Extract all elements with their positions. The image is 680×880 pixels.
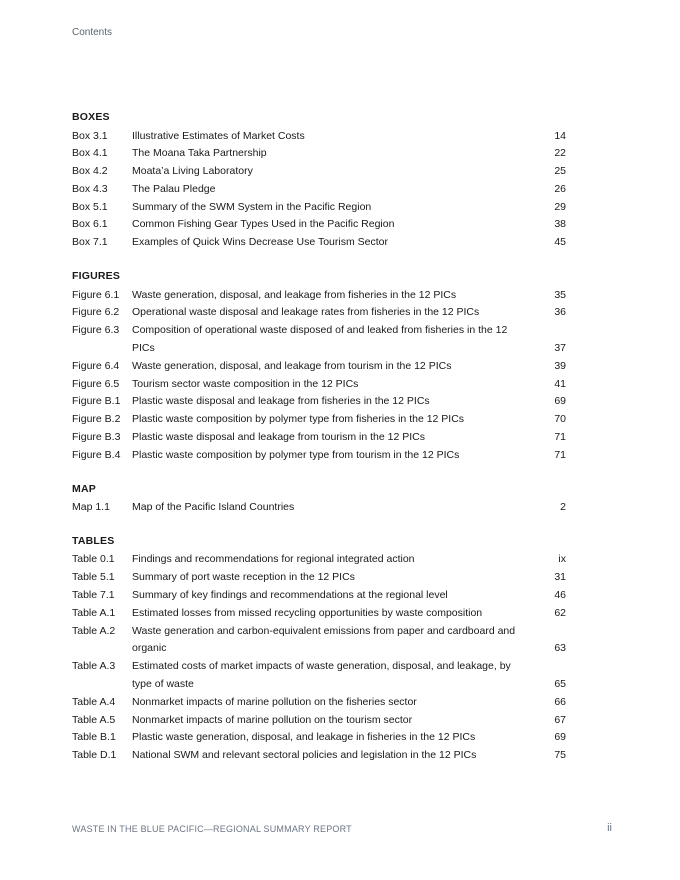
entry-title: Illustrative Estimates of Market Costs — [132, 129, 305, 142]
entry-page: 69 — [554, 395, 566, 408]
entry-number: Figure 6.1 — [72, 288, 120, 301]
entry-page: 35 — [554, 288, 566, 301]
entry-page: 45 — [554, 236, 566, 249]
entry-number: Table A.1 — [72, 606, 116, 619]
section-title: MAP — [72, 482, 96, 495]
entry-number: Figure 6.4 — [72, 359, 120, 372]
entry-number: Box 3.1 — [72, 129, 108, 142]
toc-entry[interactable] — [72, 658, 566, 694]
entry-title: Estimated costs of market impacts of waste generation, disposal, and leakage, by type of waste — [132, 660, 511, 690]
entry-page: 41 — [554, 377, 566, 390]
entry-title: Findings and recommendations for regional integrated action — [132, 553, 415, 566]
section-title: FIGURES — [72, 270, 121, 283]
entry-number: Table D.1 — [72, 749, 117, 762]
entry-title: Plastic waste generation, disposal, and leakage in fisheries in the 12 PICs — [132, 731, 476, 744]
entry-page: ix — [558, 553, 566, 566]
entry-title: Waste generation, disposal, and leakage from fisheries in the 12 PICs — [132, 288, 457, 301]
entry-page: 29 — [554, 200, 566, 213]
toc-entry[interactable] — [72, 376, 566, 394]
entry-title: Operational waste disposal and leakage rates from fisheries in the 12 PICs — [132, 306, 480, 319]
entry-title: The Palau Pledge — [132, 182, 216, 195]
toc-entry[interactable] — [72, 128, 566, 146]
entry-page: 14 — [554, 129, 566, 142]
entry-page: 36 — [554, 306, 566, 319]
entry-title: National SWM and relevant sectoral policies and legislation in the 12 PICs — [132, 749, 477, 762]
toc-entry[interactable] — [72, 551, 566, 569]
entry-title: Plastic waste disposal and leakage from tourism in the 12 PICs — [132, 430, 425, 443]
entry-page: 70 — [554, 413, 566, 426]
toc-entry[interactable] — [72, 163, 566, 181]
toc-entry[interactable] — [72, 429, 566, 447]
entry-page: 63 — [554, 642, 566, 655]
entry-title: Moata’a Living Laboratory — [132, 165, 253, 178]
entry-page: 66 — [554, 695, 566, 708]
footer-report-title: WASTE IN THE BLUE PACIFIC—REGIONAL SUMMARY REPORT — [72, 824, 352, 834]
entry-number: Figure 6.2 — [72, 306, 120, 319]
toc-section-tables — [72, 534, 566, 765]
entry-page: 39 — [554, 359, 566, 372]
toc-entry[interactable] — [72, 411, 566, 429]
footer-page-number: ii — [607, 822, 612, 834]
entry-number: Figure 6.3 — [72, 324, 120, 337]
entry-number: Table A.5 — [72, 713, 116, 726]
toc-entry[interactable] — [72, 358, 566, 376]
entry-number: Table 7.1 — [72, 588, 115, 601]
entry-page: 67 — [554, 713, 566, 726]
table-of-contents — [72, 110, 566, 782]
toc-entry[interactable] — [72, 304, 566, 322]
entry-page: 69 — [554, 731, 566, 744]
entry-title: Plastic waste disposal and leakage from fisheries in the 12 PICs — [132, 395, 430, 408]
entry-title: The Moana Taka Partnership — [132, 147, 267, 160]
entry-page: 71 — [554, 448, 566, 461]
toc-entry[interactable] — [72, 447, 566, 465]
toc-entry[interactable] — [72, 729, 566, 747]
entry-number: Figure B.3 — [72, 430, 121, 443]
entry-title: Plastic waste composition by polymer type from tourism in the 12 PICs — [132, 448, 460, 461]
entry-title: Nonmarket impacts of marine pollution on the tourism sector — [132, 713, 413, 726]
entry-number: Figure B.4 — [72, 448, 121, 461]
section-title: TABLES — [72, 534, 115, 547]
entry-page: 31 — [554, 571, 566, 584]
toc-entry[interactable] — [72, 499, 566, 517]
toc-entry[interactable] — [72, 747, 566, 765]
entry-number: Table 0.1 — [72, 553, 115, 566]
entry-page: 25 — [554, 165, 566, 178]
entry-number: Box 4.1 — [72, 147, 108, 160]
entry-number: Table 5.1 — [72, 571, 115, 584]
entry-title: Composition of operational waste disposed of and leaked from fisheries in the 12 PICs — [132, 324, 508, 354]
entry-title: Waste generation and carbon-equivalent emissions from paper and cardboard and organic — [132, 624, 516, 655]
entry-title: Plastic waste composition by polymer type from fisheries in the 12 PICs — [132, 413, 465, 426]
toc-entry[interactable] — [72, 145, 566, 163]
entry-page: 65 — [554, 677, 566, 690]
toc-entry[interactable] — [72, 569, 566, 587]
toc-section-map — [72, 482, 566, 517]
entry-number: Figure B.1 — [72, 395, 121, 408]
entry-page: 71 — [554, 430, 566, 443]
entry-number: Box 6.1 — [72, 218, 108, 231]
entry-number: Map 1.1 — [72, 501, 110, 514]
entry-title: Estimated losses from missed recycling opportunities by waste composition — [132, 606, 483, 619]
entry-number: Table B.1 — [72, 731, 116, 744]
entry-number: Box 5.1 — [72, 200, 108, 213]
toc-entry[interactable] — [72, 393, 566, 411]
entry-title: Summary of port waste reception in the 12 PICs — [132, 571, 355, 584]
toc-section-boxes — [72, 110, 566, 252]
entry-number: Table A.4 — [72, 695, 116, 708]
entry-page: 46 — [554, 588, 566, 601]
entry-number: Table A.3 — [72, 660, 116, 673]
toc-entry[interactable] — [72, 234, 566, 252]
entry-page: 22 — [554, 147, 566, 160]
toc-entry[interactable] — [72, 605, 566, 623]
entry-title: Summary of the SWM System in the Pacific Region — [132, 200, 372, 213]
entry-number: Table A.2 — [72, 624, 116, 637]
entry-title: Waste generation, disposal, and leakage from tourism in the 12 PICs — [132, 359, 452, 372]
entry-number: Figure 6.5 — [72, 377, 120, 390]
section-title: BOXES — [72, 111, 110, 123]
entry-title: Nonmarket impacts of marine pollution on the fisheries sector — [132, 695, 417, 708]
entry-page: 75 — [554, 749, 566, 762]
toc-entry[interactable] — [72, 712, 566, 730]
entry-title: Map of the Pacific Island Countries — [132, 501, 295, 514]
toc-entry[interactable] — [72, 587, 566, 605]
entry-number: Box 4.3 — [72, 182, 108, 195]
entry-title: Summary of key findings and recommendations at the regional level — [132, 588, 448, 601]
entry-page: 38 — [554, 218, 566, 231]
toc-entry[interactable] — [72, 694, 566, 712]
toc-entry[interactable] — [72, 322, 566, 358]
entry-page: 62 — [554, 606, 566, 619]
entry-title: Examples of Quick Wins Decrease Use Tourism Sector — [132, 236, 388, 249]
toc-entry[interactable] — [72, 623, 566, 659]
entry-title: Common Fishing Gear Types Used in the Pacific Region — [132, 218, 395, 231]
toc-section-figures — [72, 269, 566, 464]
entry-page: 2 — [560, 501, 566, 514]
entry-number: Box 4.2 — [72, 165, 108, 178]
entry-page: 26 — [554, 182, 566, 195]
running-head: Contents — [72, 27, 113, 38]
toc-entry[interactable] — [72, 199, 566, 217]
toc-entry[interactable] — [72, 181, 566, 199]
toc-entry[interactable] — [72, 216, 566, 234]
entry-number: Box 7.1 — [72, 236, 108, 249]
entry-title: Tourism sector waste composition in the 12 PICs — [132, 377, 359, 390]
entry-number: Figure B.2 — [72, 413, 121, 426]
toc-entry[interactable] — [72, 287, 566, 305]
entry-page: 37 — [554, 341, 566, 354]
